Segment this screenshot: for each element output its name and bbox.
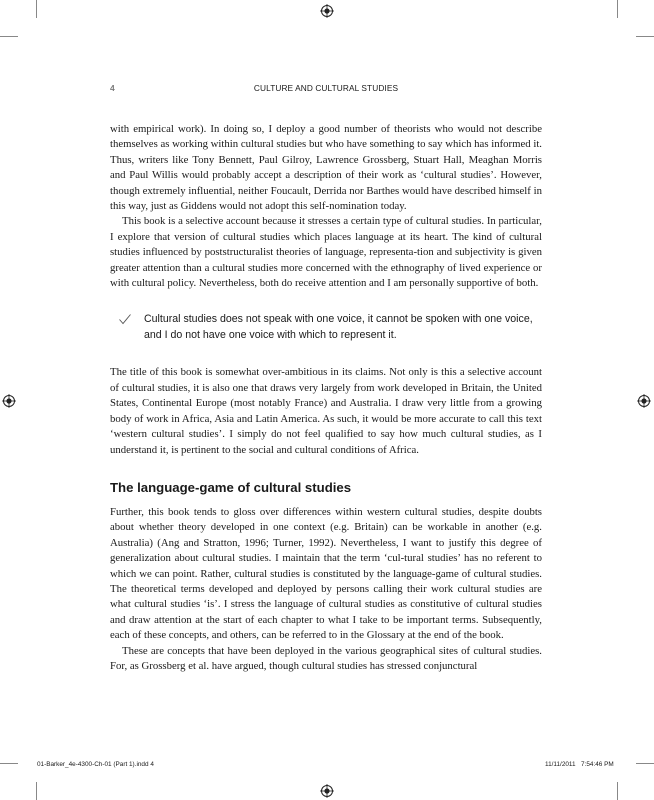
running-title: CULTURE AND CULTURAL STUDIES xyxy=(253,83,399,93)
paragraph: The title of this book is somewhat over-ambitious in its claims. Not only is this a selective account of cultural studies, it is also one that draws very largely from work developed in Britain, the United States, Continental Europe (most notably France) and Australia. I draw very little from a growing body of work in Africa, Asia and Latin America. As such, it would be more accurate to call this text ‘western cultural studies’. I simply do not feel qualified to say how much cultural studies, as I understand it, is pertinent to the social and cultural conditions of Africa. xyxy=(110,366,542,456)
registration-mark-icon xyxy=(2,394,16,408)
slug-time: 7:54:46 PM xyxy=(581,761,614,768)
registration-mark-icon xyxy=(320,4,334,18)
page-header xyxy=(110,83,542,95)
callout-text: Cultural studies does not speak with one voice, it cannot be spoken with one voice, and I do not have one voice with which to represent it. xyxy=(144,313,533,341)
crop-mark xyxy=(0,36,18,37)
crop-mark xyxy=(636,36,654,37)
paragraph: Further, this book tends to gloss over differences within western cultural studies, despite doubts about whether theory developed in one context (e.g. Britain) can be workable in another (e.g. Australia) (Ang and Stratton, 1996; Turner, 1992). Nevertheless, I want to justify this degree of generalization about cultural studies. I maintain that the term ‘cul-tural studies’ has no referent to which we can point. Rather, cultural studies is constituted by the language-game of cultural studies. The theoretical terms developed and deployed by persons calling their work cultural studies are what cultural studies ‘is’. I stress the language of cultural studies as constitutive of cultural studies and draw attention at the start of each chapter to what I take to be important terms. Subsequently, each of these concepts, and others, can be referred to in the Glossary at the end of the book. xyxy=(110,505,542,642)
slug-filename: 01-Barker_4e-4300-Ch-01 (Part 1).indd 4 xyxy=(37,761,154,768)
section-heading: The language-game of cultural studies xyxy=(110,479,352,495)
page-number: 4 xyxy=(110,83,115,93)
paragraph: This book is a selective account because it stresses a certain type of cultural studies. In particular, I explore that version of cultural studies which places language at its heart. The kind of cultural studies influenced by poststructuralist theories of language, representa-tion and subjectivity is given greater attention than a cultural studies more concerned with the ethnography of lived experience or with cultural policy. Nevertheless, both do receive attention and I am personally supportive of both. xyxy=(110,215,542,290)
paragraph: These are concepts that have been deployed in the various geographical sites of cultural studies. For, as Grossberg et al. have argued, though cultural studies has stressed conjunctural xyxy=(110,644,542,672)
registration-mark-icon xyxy=(637,394,651,408)
slug-date: 11/11/2011 xyxy=(545,761,576,768)
checkmark-icon xyxy=(118,312,132,326)
paragraph: with empirical work). In doing so, I deploy a good number of theorists who would not describe themselves as working within cultural studies but who have something to say which has informed it. Thus, writers like Tony Bennett, Paul Gilroy, Lawrence Grossberg, Stuart Hall, Meaghan Morris and Paul Willis would probably accept a description of their work as ‘cultural studies’. However, though extremely influential, neither Foucault, Derrida nor Barthes would have described himself in this way, just as Giddens would not adopt this self-nomination today. xyxy=(110,123,542,213)
crop-mark xyxy=(36,782,37,800)
callout xyxy=(110,312,542,343)
crop-mark xyxy=(36,0,37,18)
crop-mark xyxy=(617,0,618,18)
crop-mark xyxy=(617,782,618,800)
registration-mark-icon xyxy=(320,784,334,798)
crop-mark xyxy=(0,763,18,764)
crop-mark xyxy=(636,763,654,764)
page-body xyxy=(110,122,542,674)
